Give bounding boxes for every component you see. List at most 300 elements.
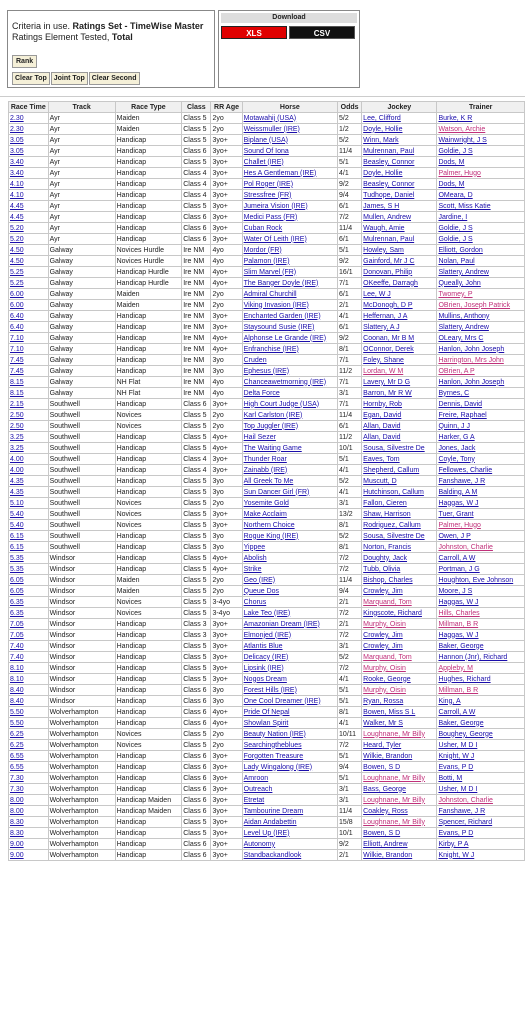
jockey-link[interactable]: Bass, George [363,785,406,793]
cell-race-time [9,520,49,531]
race-time-link[interactable]: 4.50 [10,257,24,265]
horse-link[interactable]: Stressfree (FR) [243,191,292,199]
table-row [9,641,525,652]
race-time-link[interactable]: 9.00 [10,851,24,859]
horse-link[interactable]: Mordor (FR) [243,246,282,254]
trainer-link[interactable]: Johnston, Charlie [438,543,493,551]
horse-link[interactable]: Lake Teo (IRE) [243,609,291,617]
horse-link[interactable]: Standbackandlook [243,851,302,859]
jockey-link[interactable]: Waugh, Amie [363,224,405,232]
race-time-link[interactable]: 6.35 [10,609,24,617]
race-time-link[interactable]: 7.10 [10,345,24,353]
jockey-link[interactable]: Donovan, Philip [363,268,413,276]
jockey-link[interactable]: Crowley, Jim [363,642,403,650]
race-time-link[interactable]: 6.25 [10,730,24,738]
trainer-link[interactable]: Wainwright, J S [438,136,487,144]
trainer-link[interactable]: Hanlon, John Joseph [438,345,505,353]
horse-link[interactable]: Queue Dos [243,587,280,595]
trainer-link[interactable]: Knight, W J [438,851,475,859]
jockey-link[interactable]: Crowley, Jim [363,587,403,595]
jockey-link[interactable]: Bowen, Miss S L [363,708,416,716]
jockey-link[interactable]: Shaw, Harrison [363,510,411,518]
trainer-link[interactable]: Dennis, David [438,400,483,408]
trainer-link[interactable]: Millman, B R [438,686,479,694]
jockey-link[interactable]: Lee, Clifford [363,114,401,122]
cell-rr-age: 3yo [211,487,242,498]
trainer-link[interactable]: Burke, K R [438,114,473,122]
race-time-link[interactable]: 8.30 [10,829,24,837]
trainer-link[interactable]: Evans, P D [438,829,474,837]
jockey-link[interactable]: Murphy, Oisin [363,686,406,694]
trainer-link[interactable]: Owen, J P [438,532,471,540]
trainer-link[interactable]: Millman, B R [438,620,479,628]
jockey-link[interactable]: Howley, Sam [363,246,404,254]
jockey-link[interactable]: Coakley, Ross [363,807,408,815]
trainer-link[interactable]: Coyle, Tony [438,455,475,463]
jockey-link[interactable]: Muscutt, D [363,477,397,485]
horse-link[interactable]: The Banger Doyle (IRE) [243,279,319,287]
trainer-link[interactable]: Usher, M D I [438,741,478,749]
csv-download-button[interactable]: CSV [289,26,355,39]
jockey-link[interactable]: Hutchinson, Callum [363,488,424,496]
trainer-link[interactable]: Kirby, P A [438,840,469,848]
jockey-link[interactable]: Mullen, Andrew [363,213,412,221]
horse-link[interactable]: Outreach [243,785,273,793]
race-time-link[interactable]: 6.05 [10,576,24,584]
horse-link[interactable]: Slim Marvel (FR) [243,268,297,276]
trainer-link[interactable]: Fanshawe, J R [438,477,486,485]
trainer-link[interactable]: Nolan, Paul [438,257,475,265]
horse-link[interactable]: Chorus [243,598,267,606]
jockey-link[interactable]: Shepherd, Callum [363,466,420,474]
race-time-link[interactable]: 8.30 [10,818,24,826]
column-header-horse[interactable]: Horse [242,102,337,113]
race-time-link[interactable]: 3.40 [10,158,24,166]
jockey-link[interactable]: Walker, Mr S [363,719,403,727]
horse-link[interactable]: Geo (IRE) [243,576,276,584]
race-time-link[interactable]: 3.25 [10,444,24,452]
jockey-link[interactable]: Tudhope, Daniel [363,191,415,199]
rank-button[interactable]: Rank [12,55,37,68]
horse-link[interactable]: Aidan Andabettin [243,818,297,826]
horse-link[interactable]: Delta Force [243,389,280,397]
trainer-link[interactable]: Slattery, Andrew [438,323,489,331]
race-time-link[interactable]: 6.40 [10,323,24,331]
race-time-link[interactable]: 2.30 [10,114,24,122]
jockey-link[interactable]: Bishop, Charles [363,576,413,584]
trainer-link[interactable]: Appleby, M [438,664,473,672]
horse-link[interactable]: Palamon (IRE) [243,257,290,265]
race-time-link[interactable]: 5.25 [10,268,24,276]
jockey-link[interactable]: Wilkie, Brandon [363,851,413,859]
trainer-link[interactable]: Haggas, W J [438,598,479,606]
trainer-link[interactable]: Jones, Jack [438,444,476,452]
race-time-link[interactable]: 7.40 [10,642,24,650]
horse-link[interactable]: Sound Of Iona [243,147,289,155]
horse-link[interactable]: Hes A Gentleman (IRE) [243,169,317,177]
horse-link[interactable]: Yosemite Gold [243,499,289,507]
race-time-link[interactable]: 8.40 [10,697,24,705]
jockey-link[interactable]: James, S H [363,202,400,210]
jockey-link[interactable]: Winn, Mark [363,136,399,144]
trainer-link[interactable]: Haggas, W J [438,631,479,639]
race-time-link[interactable]: 7.30 [10,785,24,793]
jockey-link[interactable]: Rodriguez, Callum [363,521,421,529]
race-time-link[interactable]: 7.05 [10,631,24,639]
horse-link[interactable]: Lady Wingalong (IRE) [243,763,313,771]
trainer-link[interactable]: Elliott, Gordon [438,246,483,254]
jockey-link[interactable]: Sousa, Silvestre De [363,444,425,452]
horse-link[interactable]: Elmonjed (IRE) [243,631,292,639]
trainer-link[interactable]: Freire, Raphael [438,411,487,419]
trainer-link[interactable]: Balding, A M [438,488,478,496]
race-time-link[interactable]: 4.35 [10,488,24,496]
trainer-link[interactable]: OBrien, Joseph Patrick [438,301,511,309]
jockey-link[interactable]: Kingscote, Richard [363,609,422,617]
horse-link[interactable]: Hail Sezer [243,433,276,441]
cell-track: Windsor [48,564,115,575]
jockey-link[interactable]: Bowen, S D [363,763,401,771]
jockey-link[interactable]: Gainford, Mr J C [363,257,415,265]
horse-link[interactable]: Delicacy (IRE) [243,653,289,661]
horse-link[interactable]: Pol Roger (IRE) [243,180,294,188]
xls-download-button[interactable]: XLS [221,26,287,39]
horse-link[interactable]: Top Juggler (IRE) [243,422,299,430]
jockey-link[interactable]: Lee, W J [363,290,391,298]
race-time-link[interactable]: 5.50 [10,719,24,727]
race-time-link[interactable]: 8.10 [10,675,24,683]
race-time-link[interactable]: 6.15 [10,543,24,551]
column-header-trainer[interactable]: Trainer [437,102,525,113]
horse-link[interactable]: Motawahij (USA) [243,114,297,122]
horse-link[interactable]: The Waiting Game [243,444,302,452]
race-time-link[interactable]: 5.25 [10,279,24,287]
jockey-link[interactable]: Norton, Francis [363,543,412,551]
horse-link[interactable]: Admiral Churchill [243,290,297,298]
horse-link[interactable]: Challet (IRE) [243,158,284,166]
jockey-link[interactable]: Fallon, Cieren [363,499,407,507]
race-time-link[interactable]: 6.55 [10,752,24,760]
horse-link[interactable]: Rogue King (IRE) [243,532,299,540]
trainer-link[interactable]: Hills, Charles [438,609,480,617]
cell-odds: 2/1 [338,850,362,861]
jockey-link[interactable]: Loughnane, Mr Billy [363,818,426,826]
race-time-link[interactable]: 6.00 [10,290,24,298]
horse-link[interactable]: Staysound Susie (IRE) [243,323,315,331]
race-time-link[interactable]: 4.45 [10,202,24,210]
horse-link[interactable]: Amroon [243,774,269,782]
column-header-jockey[interactable]: Jockey [362,102,437,113]
horse-link[interactable]: Weissmuller (IRE) [243,125,300,133]
trainer-link[interactable]: Carroll, A W [438,708,476,716]
horse-link[interactable]: Atlantis Blue [243,642,283,650]
race-time-link[interactable]: 8.00 [10,796,24,804]
cell-jockey [362,674,437,685]
column-header-race-type[interactable]: Race Type [115,102,182,113]
trainer-link[interactable]: Goldie, J S [438,147,473,155]
horse-link[interactable]: High Court Judge (USA) [243,400,320,408]
trainer-link[interactable]: Usher, M D I [438,785,478,793]
race-time-link[interactable]: 5.50 [10,708,24,716]
race-time-link[interactable]: 2.15 [10,400,24,408]
jockey-link[interactable]: Loughnane, Mr Billy [363,730,426,738]
trainer-link[interactable]: Haggas, W J [438,499,479,507]
race-time-link[interactable]: 5.35 [10,565,24,573]
jockey-link[interactable]: Heard, Tyler [363,741,402,749]
race-time-link[interactable]: 7.05 [10,620,24,628]
jockey-link[interactable]: Heffernan, J A [363,312,408,320]
race-time-link[interactable]: 7.30 [10,774,24,782]
horse-link[interactable]: Make Acclaim [243,510,287,518]
race-time-link[interactable]: 8.40 [10,686,24,694]
jockey-link[interactable]: Lavery, Mr D G [363,378,411,386]
race-time-link[interactable]: 8.15 [10,389,24,397]
jockey-link[interactable]: Doyle, Hollie [363,169,403,177]
race-time-link[interactable]: 4.00 [10,466,24,474]
trainer-link[interactable]: Moore, J S [438,587,473,595]
horse-link[interactable]: Cuban Rock [243,224,283,232]
race-time-link[interactable]: 6.05 [10,587,24,595]
race-time-link[interactable]: 5.40 [10,521,24,529]
race-time-link[interactable]: 3.05 [10,147,24,155]
race-time-link[interactable]: 5.10 [10,499,24,507]
race-time-link[interactable]: 2.50 [10,422,24,430]
horse-link[interactable]: Nogos Dream [243,675,287,683]
jockey-link[interactable]: Mulrennan, Paul [363,147,415,155]
horse-link[interactable]: Biplane (USA) [243,136,288,144]
column-header-class[interactable]: Class [182,102,211,113]
horse-link[interactable]: Pride Of Nepal [243,708,290,716]
trainer-link[interactable]: Hannon (Jnr), Richard [438,653,508,661]
jockey-link[interactable]: OConnor, Derek [363,345,414,353]
jockey-link[interactable]: Slattery, A J [363,323,400,331]
race-time-link[interactable]: 6.15 [10,532,24,540]
trainer-link[interactable]: Boughey, George [438,730,493,738]
jockey-link[interactable]: Tubb, Olivia [363,565,401,573]
trainer-link[interactable]: OBrien, A P [438,367,475,375]
horse-link[interactable]: Strike [243,565,262,573]
trainer-link[interactable]: Byrnes, C [438,389,470,397]
trainer-link[interactable]: Goldie, J S [438,235,473,243]
trainer-link[interactable]: Hughes, Richard [438,675,491,683]
jockey-link[interactable]: Loughnane, Mr Billy [363,796,426,804]
trainer-link[interactable]: Harker, G A [438,433,475,441]
horse-link[interactable]: Enchanted Garden (IRE) [243,312,321,320]
column-header-rr-age[interactable]: RR Age [211,102,242,113]
race-time-link[interactable]: 3.40 [10,169,24,177]
cell-horse [242,476,337,487]
horse-link[interactable]: Forest Hills (IRE) [243,686,297,694]
trainer-link[interactable]: Botti, M [438,774,463,782]
race-time-link[interactable]: 4.10 [10,180,24,188]
column-header-race-time[interactable]: Race Time [9,102,49,113]
clear-second-button[interactable]: Clear Second [89,72,140,85]
horse-link[interactable]: Jumeira Vision (IRE) [243,202,308,210]
jockey-link[interactable]: Sousa, Silvestre De [363,532,425,540]
jockey-link[interactable]: Foley, Shane [363,356,404,364]
jockey-link[interactable]: Beasley, Connor [363,158,415,166]
jockey-link[interactable]: Doyle, Hollie [363,125,403,133]
horse-link[interactable]: Searchingtheblues [243,741,302,749]
race-time-link[interactable]: 7.45 [10,367,24,375]
trainer-link[interactable]: Twomey, P [438,290,473,298]
trainer-link[interactable]: Evans, P D [438,763,474,771]
horse-link[interactable]: Cruden [243,356,267,364]
jockey-link[interactable]: Murphy, Oisin [363,664,406,672]
cell-trainer [437,586,525,597]
horse-link[interactable]: All Greek To Me [243,477,294,485]
horse-link[interactable]: Amazonian Dream (IRE) [243,620,320,628]
jockey-link[interactable]: Mulrennan, Paul [363,235,415,243]
horse-link[interactable]: Sun Dancer Girl (FR) [243,488,310,496]
jockey-link[interactable]: Bowen, S D [363,829,401,837]
horse-link[interactable]: Viking Invasion (IRE) [243,301,309,309]
horse-link[interactable]: Level Up (IRE) [243,829,290,837]
cell-horse [242,520,337,531]
trainer-link[interactable]: Slattery, Andrew [438,268,489,276]
horse-link[interactable]: Northern Choice [243,521,295,529]
cell-jockey [362,234,437,245]
race-time-link[interactable]: 8.15 [10,378,24,386]
trainer-link[interactable]: Watson, Archie [438,125,486,133]
jockey-link[interactable]: Beasley, Connor [363,180,415,188]
jockey-link[interactable]: Egan, David [363,411,402,419]
jockey-link[interactable]: Wilkie, Brandon [363,752,413,760]
trainer-link[interactable]: Baker, George [438,719,484,727]
race-time-link[interactable]: 4.35 [10,477,24,485]
trainer-link[interactable]: Queally, John [438,279,481,287]
clear-top-button[interactable]: Clear Top [12,72,50,85]
jockey-link[interactable]: Murphy, Oisin [363,620,406,628]
horse-link[interactable]: Showlan Spirit [243,719,289,727]
horse-link[interactable]: Karl Carlston (IRE) [243,411,303,419]
trainer-link[interactable]: Palmer, Hugo [438,521,481,529]
horse-link[interactable]: Water Of Leith (IRE) [243,235,307,243]
trainer-link[interactable]: Jardine, I [438,213,468,221]
race-time-link[interactable]: 7.40 [10,653,24,661]
race-time-link[interactable]: 5.20 [10,224,24,232]
trainer-link[interactable]: Spencer, Richard [438,818,493,826]
trainer-link[interactable]: Hanlon, John Joseph [438,378,505,386]
trainer-link[interactable]: Baker, George [438,642,484,650]
cell-track: Galway [48,278,115,289]
jockey-link[interactable]: Loughnane, Mr Billy [363,774,426,782]
race-time-link[interactable]: 2.50 [10,411,24,419]
horse-link[interactable]: Alphonse Le Grande (IRE) [243,334,327,342]
trainer-link[interactable]: Knight, W J [438,752,475,760]
race-time-link[interactable]: 6.40 [10,312,24,320]
trainer-link[interactable]: Quinn, J J [438,422,470,430]
trainer-link[interactable]: Mullins, Anthony [438,312,490,320]
horse-link[interactable]: Abolish [243,554,267,562]
jockey-link[interactable]: Crowley, Jim [363,631,403,639]
horse-link[interactable]: Chanceawetmorning (IRE) [243,378,327,386]
trainer-link[interactable]: King, A [438,697,461,705]
horse-link[interactable]: Enfranchise (IRE) [243,345,299,353]
jockey-link[interactable]: OKeeffe, Darragh [363,279,418,287]
trainer-link[interactable]: Dods, M [438,158,465,166]
cell-odds: 3/1 [338,498,362,509]
horse-link[interactable]: Autonomy [243,840,276,848]
horse-link[interactable]: Ephesus (IRE) [243,367,290,375]
trainer-link[interactable]: Fellowes, Charlie [438,466,493,474]
horse-link[interactable]: Beauty Nation (IRE) [243,730,306,738]
race-time-link[interactable]: 4.00 [10,455,24,463]
trainer-link[interactable]: Houghton, Eve Johnson [438,576,514,584]
horse-link[interactable]: Lipsink (IRE) [243,664,284,672]
race-time-link[interactable]: 6.00 [10,301,24,309]
trainer-link[interactable]: Carroll, A W [438,554,476,562]
horse-link[interactable]: Forgotten Treasure [243,752,304,760]
jockey-link[interactable]: Lordan, W M [363,367,404,375]
trainer-link[interactable]: Tuer, Grant [438,510,474,518]
jockey-link[interactable]: Marquand, Tom [363,598,412,606]
horse-link[interactable]: Thunder Roar [243,455,287,463]
column-header-odds[interactable]: Odds [338,102,362,113]
horse-link[interactable]: Zainabb (IRE) [243,466,288,474]
horse-link[interactable]: Yippee [243,543,266,551]
trainer-link[interactable]: OLeary, Mrs C [438,334,484,342]
horse-link[interactable]: Tambourine Dream [243,807,304,815]
trainer-link[interactable]: Scott, Miss Katie [438,202,491,210]
race-time-link[interactable]: 5.20 [10,235,24,243]
jockey-link[interactable]: Hornby, Rob [363,400,402,408]
race-time-link[interactable]: 2.30 [10,125,24,133]
race-time-link[interactable]: 5.35 [10,554,24,562]
trainer-link[interactable]: OMeara, D [438,191,473,199]
race-time-link[interactable]: 7.45 [10,356,24,364]
horse-link[interactable]: Etretat [243,796,265,804]
horse-link[interactable]: Medici Pass (FR) [243,213,298,221]
trainer-link[interactable]: Portman, J G [438,565,480,573]
cell-race-type: Handicap [115,531,182,542]
race-time-link[interactable]: 4.45 [10,213,24,221]
trainer-link[interactable]: Harrington, Mrs John [438,356,504,364]
column-header-track[interactable]: Track [48,102,115,113]
race-time-link[interactable]: 3.25 [10,433,24,441]
race-time-link[interactable]: 4.50 [10,246,24,254]
jockey-link[interactable]: Ryan, Rossa [363,697,404,705]
jockey-link[interactable]: Eaves, Tom [363,455,400,463]
race-time-link[interactable]: 6.55 [10,763,24,771]
jockey-link[interactable]: Allan, David [363,433,401,441]
jockey-link[interactable]: Rooke, George [363,675,411,683]
race-time-link[interactable]: 4.10 [10,191,24,199]
race-time-link[interactable]: 8.10 [10,664,24,672]
trainer-link[interactable]: Fanshawe, J R [438,807,486,815]
jockey-link[interactable]: Doughty, Jack [363,554,408,562]
trainer-link[interactable]: Dods, M [438,180,465,188]
trainer-link[interactable]: Johnston, Charlie [438,796,493,804]
jockey-link[interactable]: Marquand, Tom [363,653,412,661]
race-time-link[interactable]: 3.05 [10,136,24,144]
trainer-link[interactable]: Palmer, Hugo [438,169,481,177]
horse-link[interactable]: One Cool Dreamer (IRE) [243,697,321,705]
race-time-link[interactable]: 5.40 [10,510,24,518]
jockey-link[interactable]: McDonogh, D P [363,301,413,309]
race-time-link[interactable]: 6.25 [10,741,24,749]
race-time-link[interactable]: 6.35 [10,598,24,606]
trainer-link[interactable]: Goldie, J S [438,224,473,232]
joint-top-button[interactable]: Joint Top [51,72,88,85]
jockey-link[interactable]: Elliott, Andrew [363,840,408,848]
race-time-link[interactable]: 8.00 [10,807,24,815]
jockey-link[interactable]: Barron, Mr R W [363,389,412,397]
race-time-link[interactable]: 7.10 [10,334,24,342]
jockey-link[interactable]: Coonan, Mr B M [363,334,415,342]
jockey-link[interactable]: Allan, David [363,422,401,430]
race-time-link[interactable]: 9.00 [10,840,24,848]
